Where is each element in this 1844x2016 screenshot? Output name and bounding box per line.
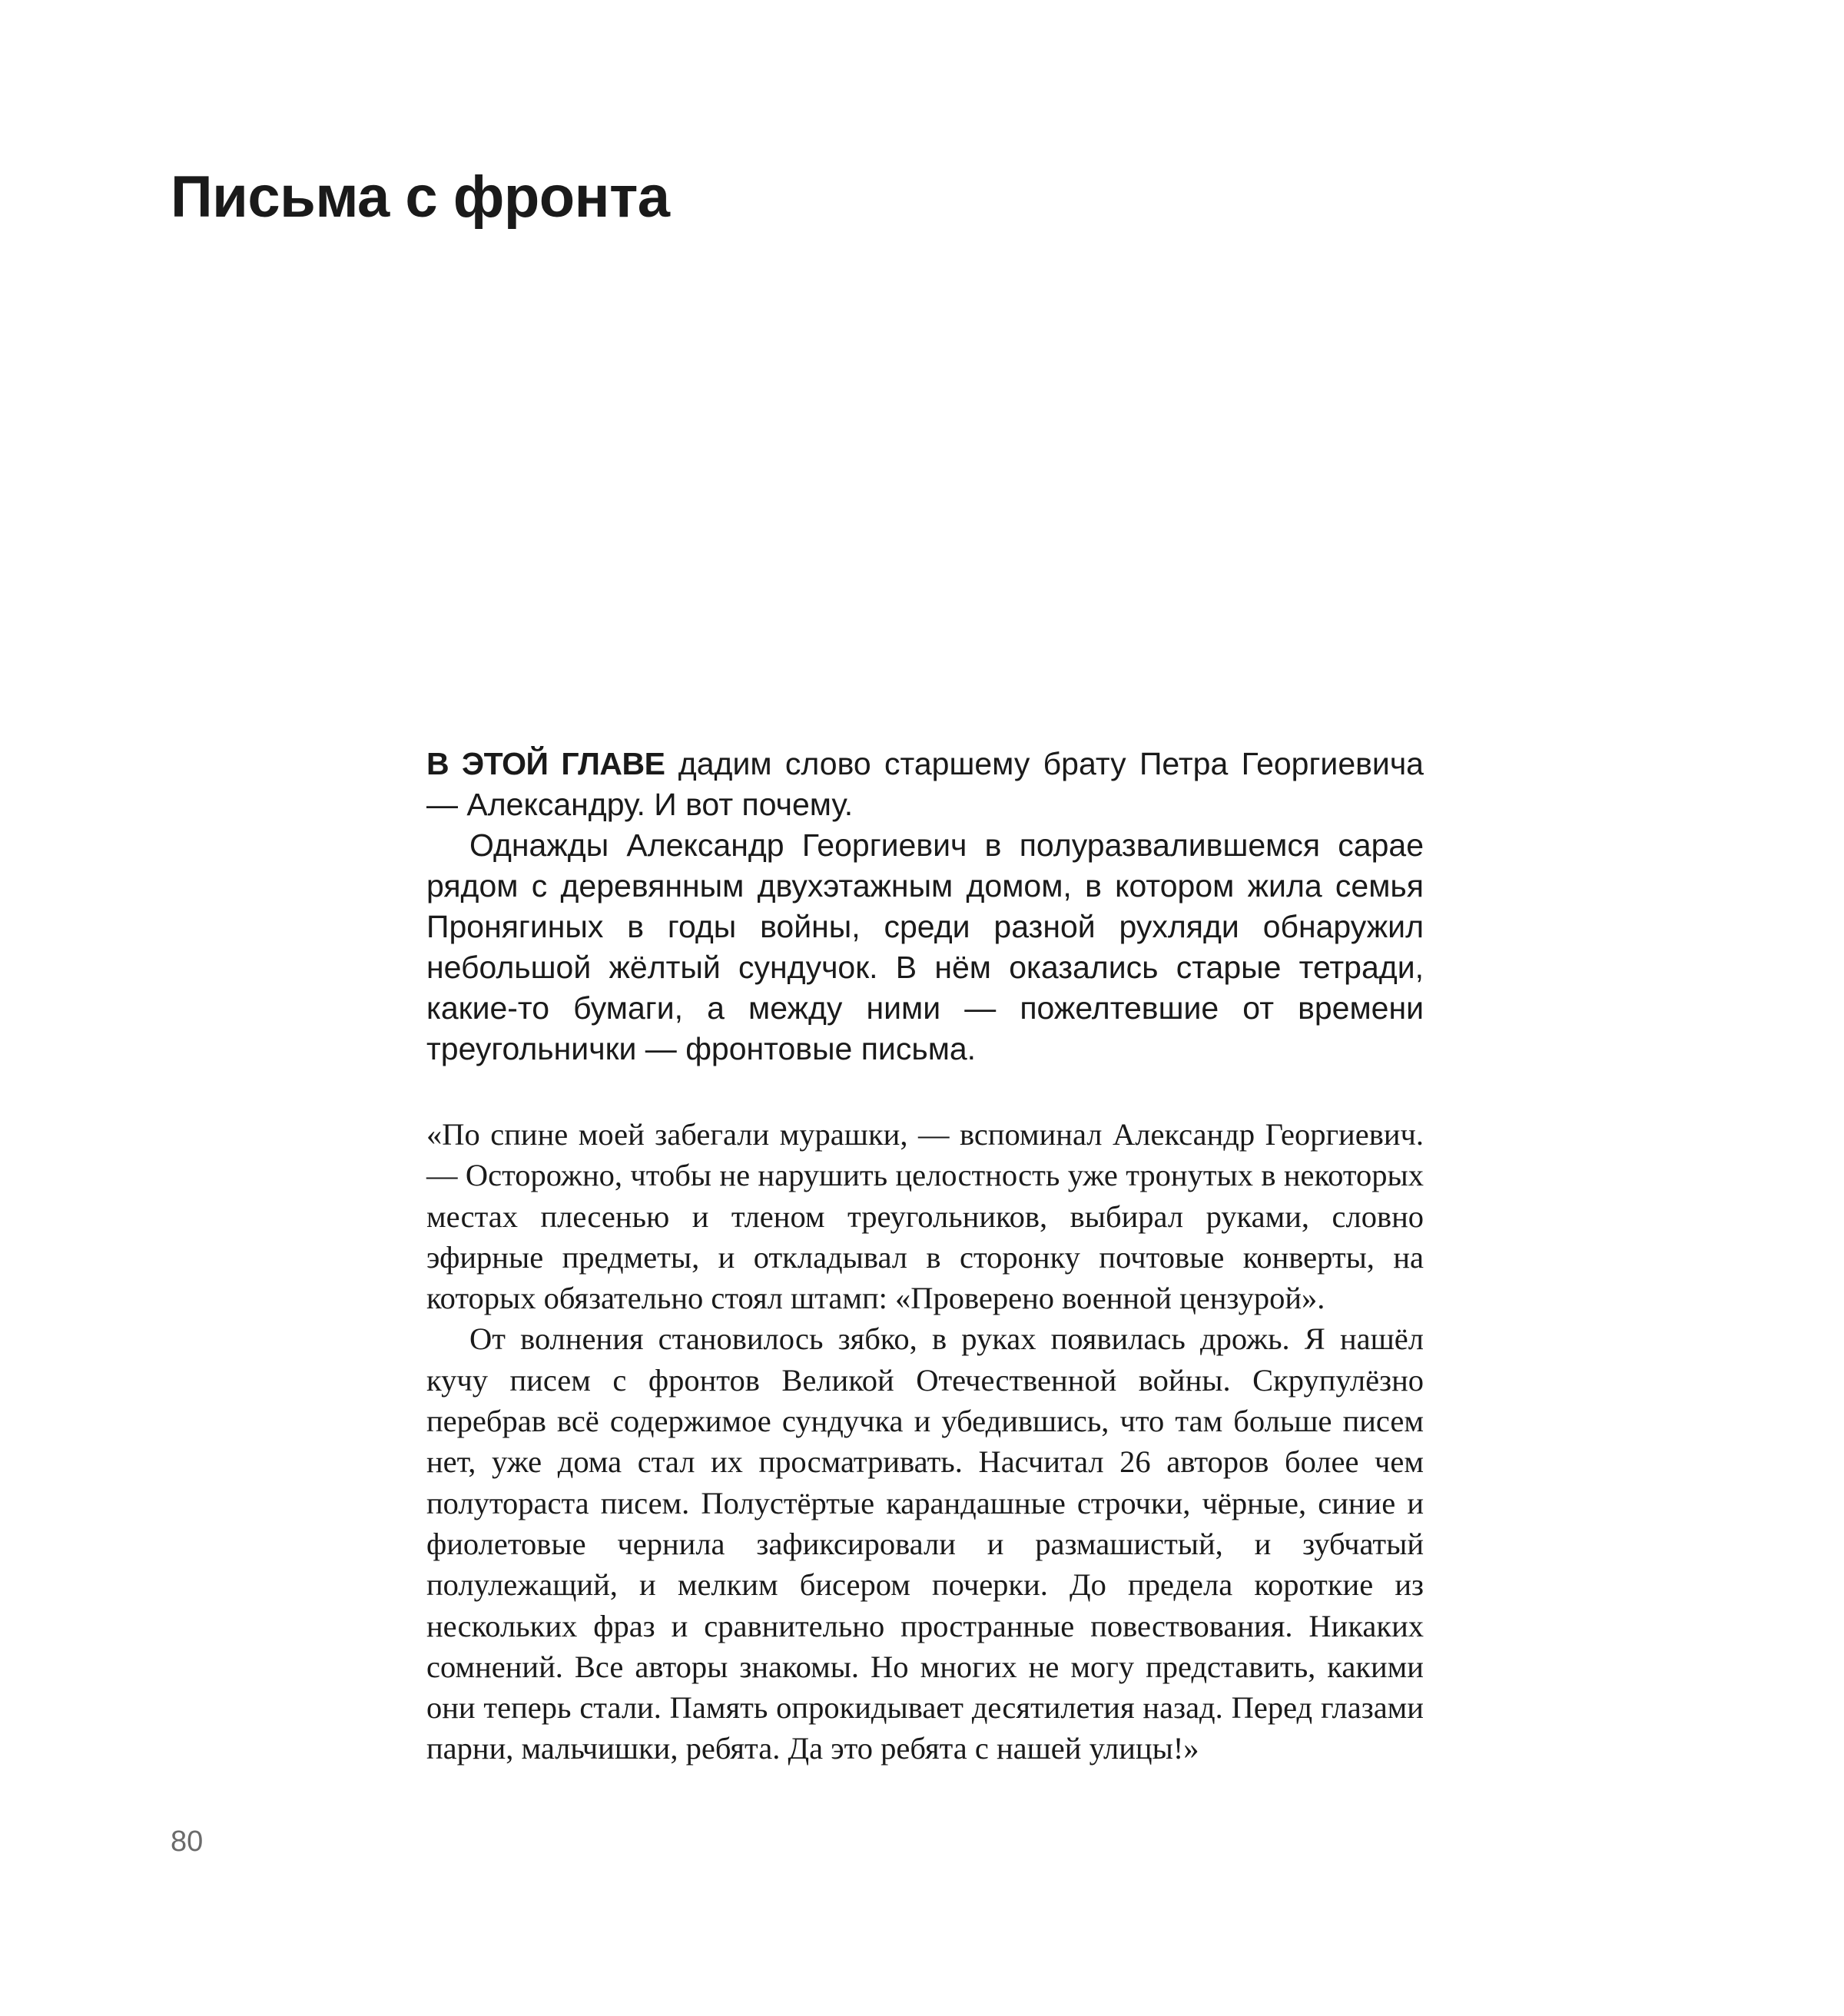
page-number: 80 [171, 1825, 204, 1858]
intro-paragraph: Однажды Александр Георгиевич в полуразвалившемся сарае рядом с деревянным двухэтажным домом, в котором жила семья Пронягиных в годы войны, среди разной рухляди обнаружил небольшой жёлтый сундучок. В нём оказались старые тетради, какие-то бумаги, а между ними — пожелтевшие от времени треугольнички — фронтовые письма. [426, 827, 1424, 1066]
lead-in: В ЭТОЙ ГЛАВЕ [426, 746, 665, 781]
intro-paragraph [426, 744, 1424, 825]
quote-paragraph: «По спине моей забегали мурашки, — вспоминал Александр Георгиевич. — Осторожно, чтобы не нарушить целостность уже тронутых в некоторых местах плесенью и тленом треугольников, выбирал руками, словно эфирные предметы, и откладывал в сторонку почтовые конверты, на которых обязательно стоял штамп: «Проверено военной цензурой». [426, 1117, 1424, 1316]
chapter-title: Письма с фронта [171, 164, 670, 230]
chapter-intro [426, 744, 1424, 1069]
quoted-recollection [426, 1114, 1424, 1769]
intro-text: дадим слово старшему брату Петра Георгиевича — Александру. И вот почему. [426, 746, 1424, 822]
quote-paragraph: От волнения становилось зябко, в руках появилась дрожь. Я нашёл кучу писем с фронтов Великой Отечественной войны. Скрупулёзно перебрав всё содержимое сундучка и убедившись, что там больше писем нет, уже дома стал их просматривать. Насчитал 26 авторов более чем полутораста писем. Полустёртые карандашные строчки, чёрные, синие и фиолетовые чернила зафиксировали и размашистый, и зубчатый полулежащий, и мелким бисером почерки. До предела короткие из нескольких фраз и сравнительно пространные повествования. Никаких сомнений. Все авторы знакомы. Но многих не могу представить, какими они теперь стали. Память опрокидывает десятилетия назад. Перед глазами парни, мальчишки, ребята. Да это ребята с нашей улицы!» [426, 1321, 1424, 1766]
